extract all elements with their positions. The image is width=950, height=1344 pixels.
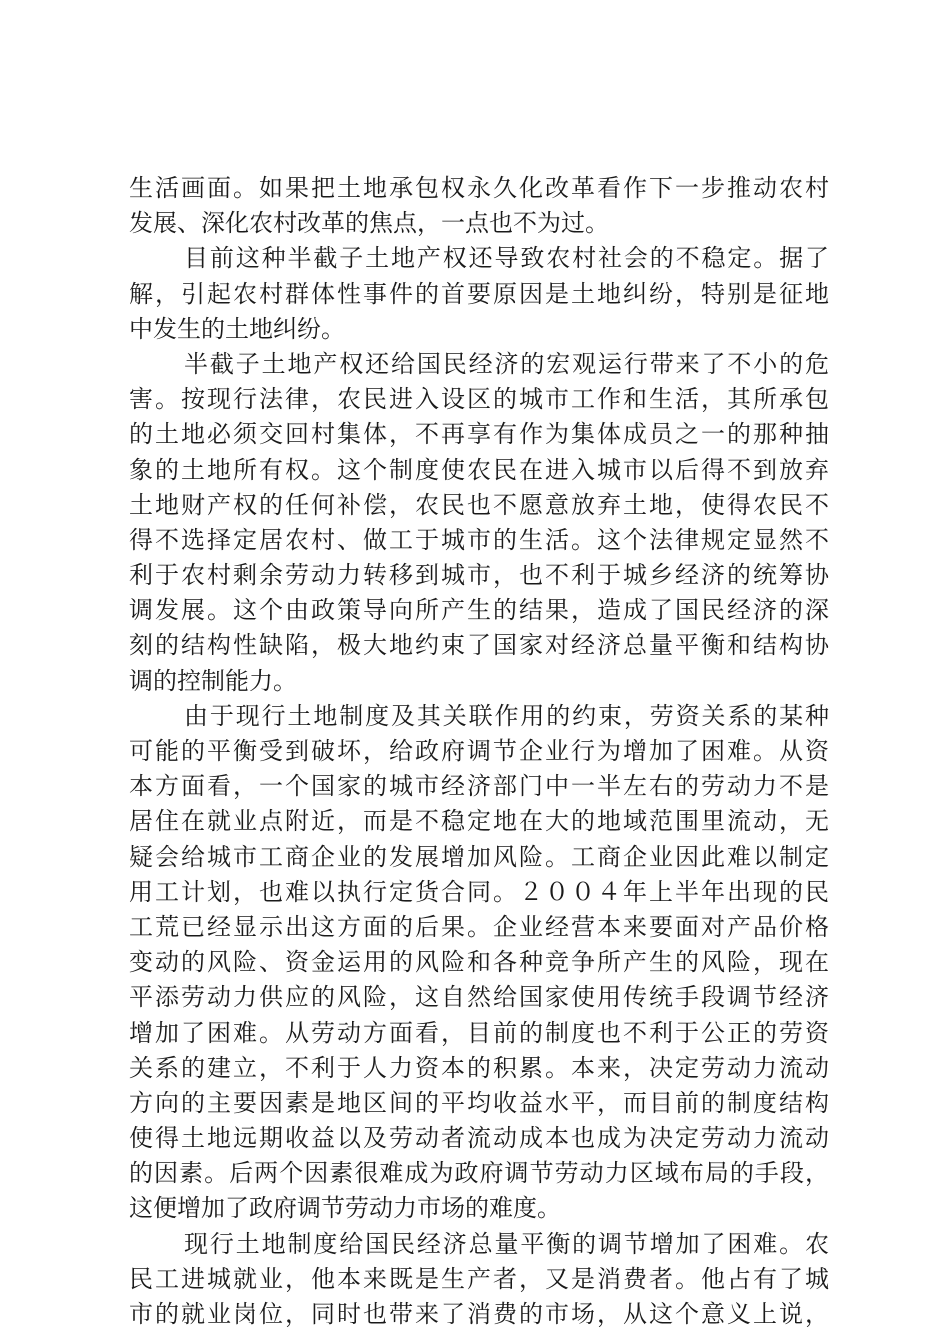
text-line: 工荒已经显示出这方面的后果。企业经营本来要面对产品价格 — [129, 912, 829, 941]
text-line: 增加了困难。从劳动方面看，目前的制度也不利于公正的劳资 — [129, 1018, 829, 1047]
paragraph — [129, 171, 829, 241]
text-line: 生活画面。如果把土地承包权永久化改革看作下一步推动农村 — [129, 174, 829, 202]
text-line: 变动的风险、资金运用的风险和各种竞争所产生的风险，现在 — [129, 948, 829, 977]
text-line: 居住在就业点附近，而是不稳定地在大的地域范围里流动，无 — [129, 807, 829, 836]
text-line: 调的控制能力。 — [129, 666, 297, 695]
text-line: 平添劳动力供应的风险，这自然给国家使用传统手段调节经济 — [129, 983, 829, 1012]
text-line: 疑会给城市工商企业的发展增加风险。工商企业因此难以制定 — [129, 842, 829, 871]
text-line: 可能的平衡受到破坏，给政府调节企业行为增加了困难。从资 — [129, 737, 829, 765]
text-line: 害。按现行法律，农民进入设区的城市工作和生活，其所承包 — [129, 385, 829, 414]
text-line: 中发生的土地纠纷。 — [129, 314, 345, 343]
document-body — [129, 171, 829, 1332]
text-line: 关系的建立，不利于人力资本的积累。本来，决定劳动力流动 — [129, 1053, 829, 1082]
text-line: 民工进城就业，他本来既是生产者，又是消费者。他占有了城 — [129, 1264, 829, 1293]
paragraph — [129, 347, 829, 699]
text-line: 利于农村剩余劳动力转移到城市，也不利于城乡经济的统筹协 — [129, 561, 829, 590]
text-line: 土地财产权的任何补偿，农民也不愿意放弃土地，使得农民不 — [129, 490, 829, 519]
text-line: 这便增加了政府调节劳动力市场的难度。 — [129, 1194, 561, 1223]
paragraph — [129, 241, 829, 347]
text-line: 刻的结构性缺陷，极大地约束了国家对经济总量平衡和结构协 — [129, 631, 829, 660]
text-line: 调发展。这个由政策导向所产生的结果，造成了国民经济的深 — [129, 596, 829, 625]
text-line: 解，引起农村群体性事件的首要原因是土地纠纷，特别是征地 — [129, 279, 829, 308]
text-line: 用工计划，也难以执行定货合同。２００４年上半年出现的民 — [129, 877, 829, 906]
text-line: 使得土地远期收益以及劳动者流动成本也成为决定劳动力流动 — [129, 1124, 829, 1153]
paragraph — [129, 699, 829, 1227]
text-line: 本方面看，一个国家的城市经济部门中一半左右的劳动力不是 — [129, 772, 829, 801]
text-line: 发展、深化农村改革的焦点，一点也不为过。 — [129, 209, 609, 238]
text-line: 目前这种半截子土地产权还导致农村社会的不稳定。据了 — [184, 244, 829, 273]
text-line: 方向的主要因素是地区间的平均收益水平，而目前的制度结构 — [129, 1088, 829, 1117]
paragraph — [129, 1227, 829, 1333]
text-line: 由于现行土地制度及其关联作用的约束，劳资关系的某种 — [184, 701, 829, 730]
text-line: 的因素。后两个因素很难成为政府调节劳动力区域布局的手段， — [129, 1159, 829, 1188]
text-line: 象的土地所有权。这个制度使农民在进入城市以后得不到放弃 — [129, 455, 829, 484]
text-line: 的土地必须交回村集体，不再享有作为集体成员之一的那种抽 — [129, 420, 829, 449]
text-line: 半截子土地产权还给国民经济的宏观运行带来了不小的危 — [184, 349, 829, 378]
text-line: 得不选择定居农村、做工于城市的生活。这个法律规定显然不 — [129, 525, 829, 554]
text-line: 市的就业岗位，同时也带来了消费的市场，从这个意义上说， — [129, 1300, 829, 1328]
text-line: 现行土地制度给国民经济总量平衡的调节增加了困难。农 — [184, 1229, 829, 1258]
